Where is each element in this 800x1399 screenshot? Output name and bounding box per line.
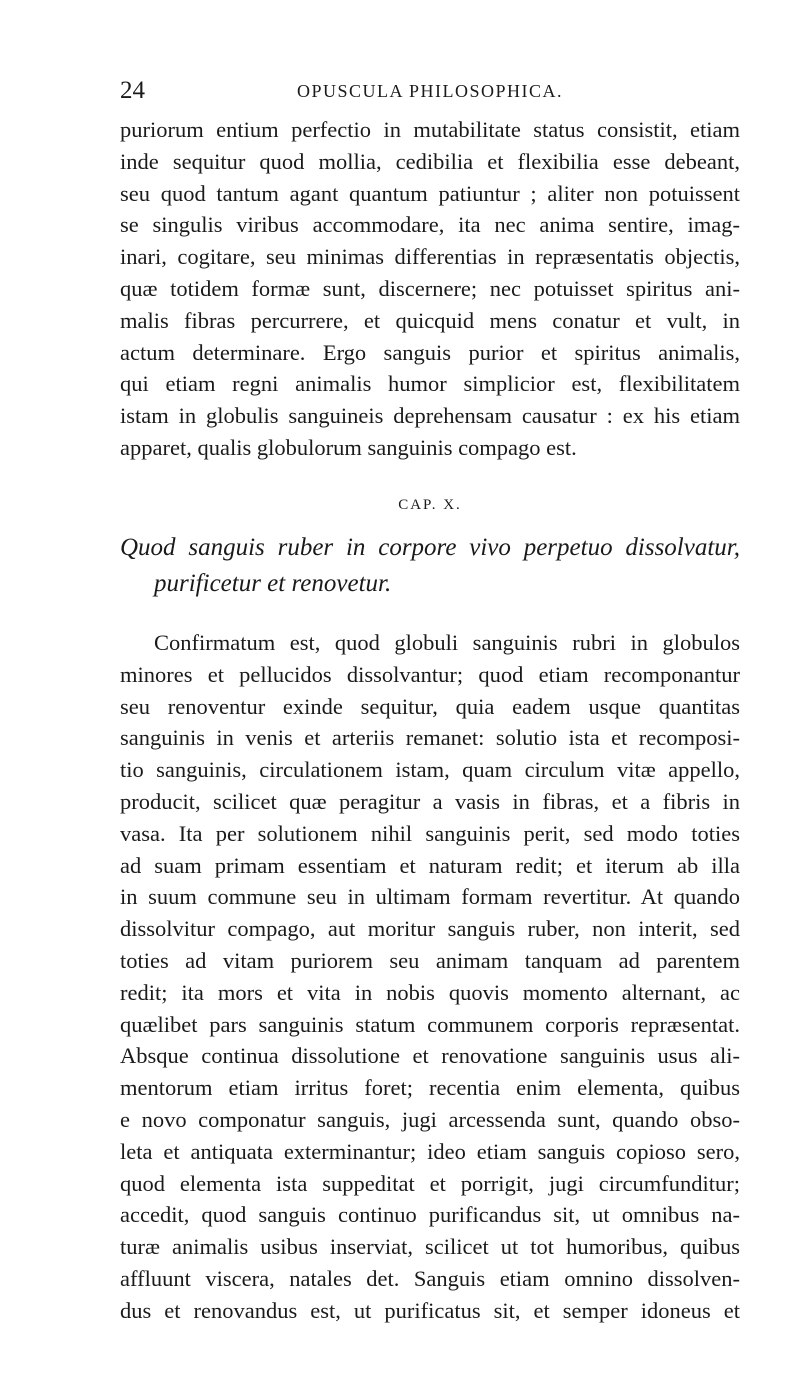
text-line: istam in globulis sanguineis deprehensam causatur : ex his etiam	[120, 403, 740, 429]
text-line: quælibet pars sanguinis statum communem corporis repræsentat.	[120, 1011, 740, 1037]
text-line: seu renoventur exinde sequitur, quia eadem usque quantitas	[120, 693, 740, 719]
text-line: tio sanguinis, circulationem istam, quam circulum vitæ appello,	[120, 757, 740, 783]
text-line: actum determinare. Ergo sanguis purior et spiritus animalis,	[120, 339, 740, 365]
chapter-title-line: Quod sanguis ruber in corpore vivo perpetuo dissolvatur,	[120, 534, 740, 561]
text-line: qui etiam regni animalis humor simplicior est, flexibilitatem	[120, 371, 740, 397]
paragraph	[120, 627, 740, 1327]
text-line: ad suam primam essentiam et naturam redit; et iterum ab illa	[120, 852, 740, 878]
text-line: inde sequitur quod mollia, cedibilia et flexibilia esse debeant,	[120, 148, 740, 174]
text-line: minores et pellucidos dissolvantur; quod etiam recomponantur	[120, 661, 740, 687]
text-line: e novo componatur sanguis, jugi arcessenda sunt, quando obso-	[120, 1106, 740, 1132]
text-line: vasa. Ita per solutionem nihil sanguinis perit, sed modo toties	[120, 820, 740, 846]
text-line: quæ totidem formæ sunt, discernere; nec potuisset spiritus ani-	[120, 275, 740, 301]
text-line: seu quod tantum agant quantum patiuntur ; aliter non potuissent	[120, 180, 740, 206]
chapter-title	[120, 530, 740, 602]
text-line: sanguinis in venis et arteriis remanet: solutio ista et recomposi-	[120, 725, 740, 751]
text-line: dus et renovandus est, ut purificatus sit, et semper idoneus et	[120, 1297, 740, 1323]
text-line: quod elementa ista suppeditat et porrigit, jugi circumfunditur;	[120, 1170, 740, 1196]
running-title: OPUSCULA PHILOSOPHICA.	[296, 81, 564, 101]
text-line: toties ad vitam puriorem seu animam tanquam ad parentem	[120, 947, 740, 973]
text-line: turæ animalis usibus inserviat, scilicet ut tot humoribus, quibus	[120, 1234, 740, 1260]
running-header	[120, 76, 740, 106]
chapter-title-line: purificetur et renovetur.	[154, 570, 392, 597]
text-line: inari, cogitare, seu minimas differentias in repræsentatis objectis,	[120, 244, 740, 270]
text-line: se singulis viribus accommodare, ita nec anima sentire, imag-	[120, 212, 740, 238]
chapter-number: CAP. X.	[398, 497, 462, 513]
text-line: dissolvitur compago, aut moritur sanguis ruber, non interit, sed	[120, 916, 740, 942]
text-line: Confirmatum est, quod globuli sanguinis rubri in globulos	[154, 630, 740, 655]
text-line: Absque continua dissolutione et renovatione sanguinis usus ali-	[120, 1043, 740, 1069]
text-line: leta et antiquata exterminantur; ideo etiam sanguis copioso sero,	[120, 1138, 740, 1164]
text-line: in suum commune seu in ultimam formam revertitur. At quando	[120, 884, 740, 910]
text-line: redit; ita mors et vita in nobis quovis momento alternant, ac	[120, 979, 740, 1005]
text-line: puriorum entium perfectio in mutabilitate status consistit, etiam	[120, 117, 740, 142]
text-line: accedit, quod sanguis continuo purificandus sit, ut omnibus na-	[120, 1202, 740, 1228]
text-line: apparet, qualis globulorum sanguinis compago est.	[120, 434, 577, 460]
page-number: 24	[120, 77, 145, 104]
text-line: malis fibras percurrere, et quicquid mens conatur et vult, in	[120, 307, 740, 333]
paragraph-continued	[120, 114, 740, 464]
text-line: producit, scilicet quæ peragitur a vasis in fibras, et a fibris in	[120, 788, 740, 814]
text-line: mentorum etiam irritus foret; recentia enim elementa, quibus	[120, 1075, 740, 1101]
text-line: affluunt viscera, natales det. Sanguis etiam omnino dissolven-	[120, 1265, 740, 1291]
